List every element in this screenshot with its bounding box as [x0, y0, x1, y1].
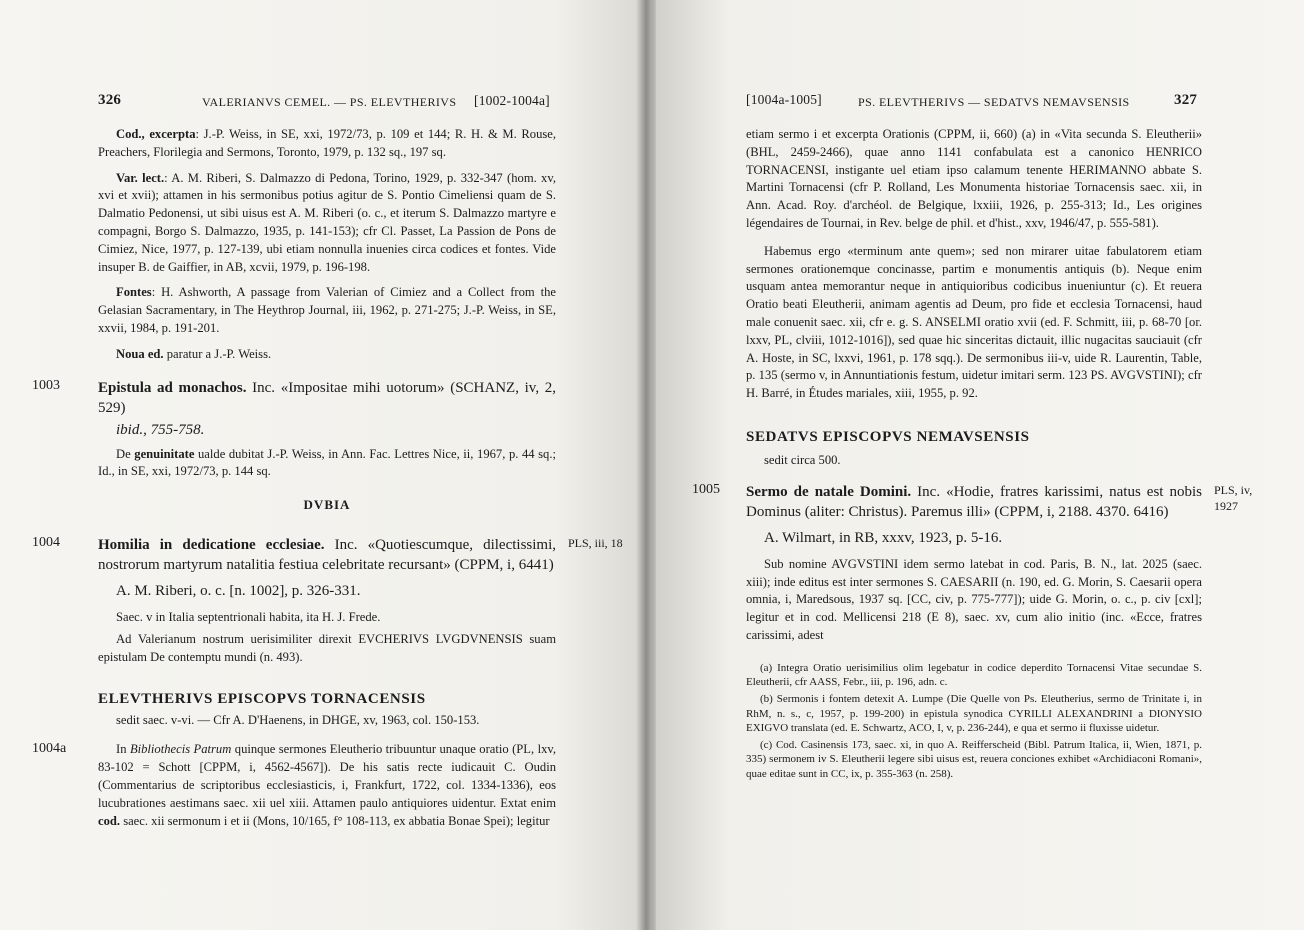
- entry-heading: Epistula ad monachos. Inc. «Impositae mihi uotorum» (SCHANZ, iv, 2, 529): [98, 379, 556, 416]
- entry-heading: Homilia in dedicatione ecclesiae. Inc. «Quotiescumque, dilectissimi, nostrorum martyrum natalitia festiua celebritate recursant» (CPPM, i, 6441): [98, 537, 556, 574]
- genuinitate-note: De genuinitate ualde dubitat J.-P. Weiss, in Ann. Fac. Lettres Nice, ii, 1967, p. 44 sq.; Id., in SE, xxi, 1972/73, p. 144 sq.: [98, 446, 556, 479]
- footnotes: [746, 661, 1202, 782]
- entry-text: In Bibliothecis Patrum quinque sermones Eleutherio tribuuntur unaque oratio (PL, lxv, 83-102 = Schott [CPPM, i, 4562-4567]). De his satis recte iudicauit C. Oudin (Commentarius de scriptoribus ecclesiasticis, i, Frankfurt, 1722, col. 1334-1336), eos lucubrationes aestimans saec. xii uel xiii. Attamen paulo antiquiores uidentur. Extat enim cod. saec. xii sermonum i et ii (Mons, 10/165, f° 108-113, ex abbatia Bonae Spei); legitur: [98, 742, 557, 828]
- right-column: [692, 126, 1253, 783]
- entry-1004: [32, 535, 623, 666]
- left-page-number: 326: [98, 92, 122, 108]
- entry-number: 1003: [32, 377, 60, 393]
- left-running-range: [1002-1004a]: [474, 93, 550, 108]
- section-heading: ELEVTHERIVS EPISCOPVS TORNACENSIS: [98, 690, 426, 707]
- entry-ibid: ibid., 755-758.: [116, 421, 205, 438]
- noua-paragraph: Noua ed. paratur a J.-P. Weiss.: [116, 346, 272, 361]
- right-running-range: [1004a-1005]: [746, 92, 822, 107]
- section-subtitle: sedit circa 500.: [764, 452, 841, 467]
- continuation-paragraph: etiam sermo i et excerpta Orationis (CPPM, ii, 660) (a) in «Vita secunda S. Eleutherii» (BHL, 2459-2466), quae anno 1141 confabulata est a canonico HENRICO TORNACENSI, instigante uel etiam ipso calamum tenente HERIMANNO abbate S. Martini Tornacensi (cfr P. Rolland, Les Monumenta historiae Tornacensis saec. xii, in Ann. Acad. Roy. d'archéol. de Belgique, lxxiii, 1926, p. 255-313; Id., Les origines légendaires de Tournai, in Rev. belge de phil. et d'hist., xxv, 1946/47, p. 555-581).: [746, 127, 1202, 230]
- footnote-c: (c) Cod. Casinensis 173, saec. xi, in quo A. Reifferscheid (Bibl. Patrum Italica, ii, Wien, 1871, p. 335) sermonem iv S. Eleutherii legere sibi uisus est, reuera conciones exhibet «Archidiaconi Romani», quae editae sunt in CC, ix, p. 355-363 (n. 258).: [746, 738, 1202, 780]
- entry-note: Ad Valerianum nostrum uerisimiliter direxit EVCHERIVS LVGDVNENSIS suam epistulam De contemptu mundi (n. 493).: [98, 631, 556, 664]
- right-running-head: [746, 92, 1206, 108]
- entry-reference: A. Wilmart, in RB, xxxv, 1923, p. 5-16.: [764, 529, 1003, 546]
- terminus-paragraph: Habemus ergo «terminum ante quem»; sed non mirarer uitae fabulatorem etiam sermones orationemque concinasse, partim e monumentis antiquis (b). Neque enim usquam antea memorantur neque in antiquioribus codicibus inueniuntur (c). Et reuera Oratio beati Eleutherii, animam agentis ad Deum, pro fide et ecclesia Tornacensi, haud male conuenit saec. xii, cfr e. g. S. ANSELMI oratio xvii (ed. F. Schmitt, iii, p. 68-70 [or. lxxv, PL, clviii, 1012-1016]), sed quae hic sinceritas dictauit, illic nugacitas sauciauit (cfr A. Hoste, in SC, lxxvi, 1961, p. 178 sqq.). De sermonibus iii-v, uide R. Laurentin, Table, p. 135 (sermo v, in Annuntiationis festum, uidetur imitari serm. 123 PS. AVGVSTINI); cfr H. Barré, in Études mariales, xiii, 1955, p. 92.: [746, 243, 1202, 401]
- section-heading: SEDATVS EPISCOPVS NEMAVSENSIS: [746, 428, 1030, 445]
- codices-paragraph: Cod., excerpta: J.-P. Weiss, in SE, xxi, 1972/73, p. 109 et 144; R. H. & M. Rouse, Preachers, Florilegia and Sermons, Toronto, 1979, p. 132 sq., 197 sq.: [98, 127, 557, 159]
- section-subtitle: sedit saec. v-vi. — Cfr A. D'Haenens, in DHGE, xv, 1963, col. 150-153.: [116, 712, 480, 727]
- entry-1003: [32, 377, 556, 482]
- entry-note: Sub nomine AVGVSTINI idem sermo latebat in cod. Paris, B. N., lat. 2025 (saec. xiii); inde editus est inter sermones S. CAESARII (n. 190, ed. G. Morin, S. Caesarii opera omnia, i, Maredsous, 1937 sq. [CC, civ, p. 775-777]); uide G. Morin, o. c., p. civ [cxl]; legitur et in cod. Mellicensi 218 (E 8), saec. xv, cum alio initio (inc. «Ecce, fratres carissimi, adest: [746, 556, 1202, 642]
- entry-reference: A. M. Riberi, o. c. [n. 1002], p. 326-331.: [116, 583, 361, 600]
- left-column: [32, 126, 623, 838]
- footnote-a: (a) Integra Oratio uerisimilius olim legebatur in codice deperdito Tornacensi Vitae secundae S. Eleutherii, cfr AASS, Febr., iii, p. 196, adn. c.: [746, 661, 1202, 689]
- entry-1004a: [32, 741, 557, 830]
- entry-number: 1004a: [32, 741, 67, 757]
- right-page-number: 327: [1174, 92, 1198, 108]
- fontes-paragraph: Fontes: H. Ashworth, A passage from Valerian of Cimiez and a Collect from the Gelasian Sacramentary, in The Heythrop Journal, iii, 1962, p. 271-275; J.-P. Weiss, in SE, xxvii, 1984, p. 191-201.: [98, 285, 556, 335]
- entry-side-ref: PLS, iii, 18: [568, 536, 623, 551]
- entry-number: 1004: [32, 535, 60, 551]
- varlect-paragraph: Var. lect.: A. M. Riberi, S. Dalmazzo di Pedona, Torino, 1929, p. 332-347 (hom. xv, xvi et xvii); attamen in his sermonibus potius agitur de S. Pontio Cimeliensi quam de S. Dalmatio Pedonensi, ut sibi uisus est A. M. Riberi (o. c., et iterum S. Dalmazzo martyre e compagni, Borgo S. Dalmazzo, 1935, p. 141-153); cfr Cl. Passet, La Passion de Pons de Cimiez, Nice, 1977, p. 127-139, ubi etiam nonnulla inuenies circa codices et fontes. Vide insuper B. de Gaiffier, in AB, xcvii, 1979, p. 196-198.: [98, 170, 556, 274]
- entry-heading: Sermo de natale Domini. Inc. «Hodie, fratres karissimi, natus est nobis Dominus (aliter: Christus). Paremus illi» (CPPM, i, 2188. 4370. 6416): [746, 483, 1202, 520]
- entry-side-ref: PLS, iv, 1927: [1214, 482, 1253, 513]
- book-gutter: [636, 0, 656, 930]
- entry-1005: [692, 481, 1253, 645]
- right-running-title: PS. ELEVTHERIVS — SEDATVS NEMAVSENSIS: [858, 95, 1130, 109]
- entry-note: Saec. v in Italia septentrionali habita, ita H. J. Frede.: [116, 610, 381, 625]
- left-running-head: [98, 92, 558, 109]
- right-page: [652, 0, 1304, 930]
- footnote-b: (b) Sermonis i fontem detexit A. Lumpe (Die Quelle von Ps. Eleutherius, sermo de Trinitate i, in RhM, n. s., c, 1957, p. 199-200) in epistula synodica CYRILLI ALEXANDRINI a DIONYSIO EXIGVO translata (ed. E. Schwartz, ACO, I, v, p. 236-244), e qua et sermo ii fluxisse uidetur.: [746, 692, 1202, 735]
- dvbia-heading: DVBIA: [303, 497, 351, 513]
- left-running-title: VALERIANVS CEMEL. — PS. ELEVTHERIVS: [202, 95, 457, 109]
- entry-number: 1005: [692, 481, 720, 497]
